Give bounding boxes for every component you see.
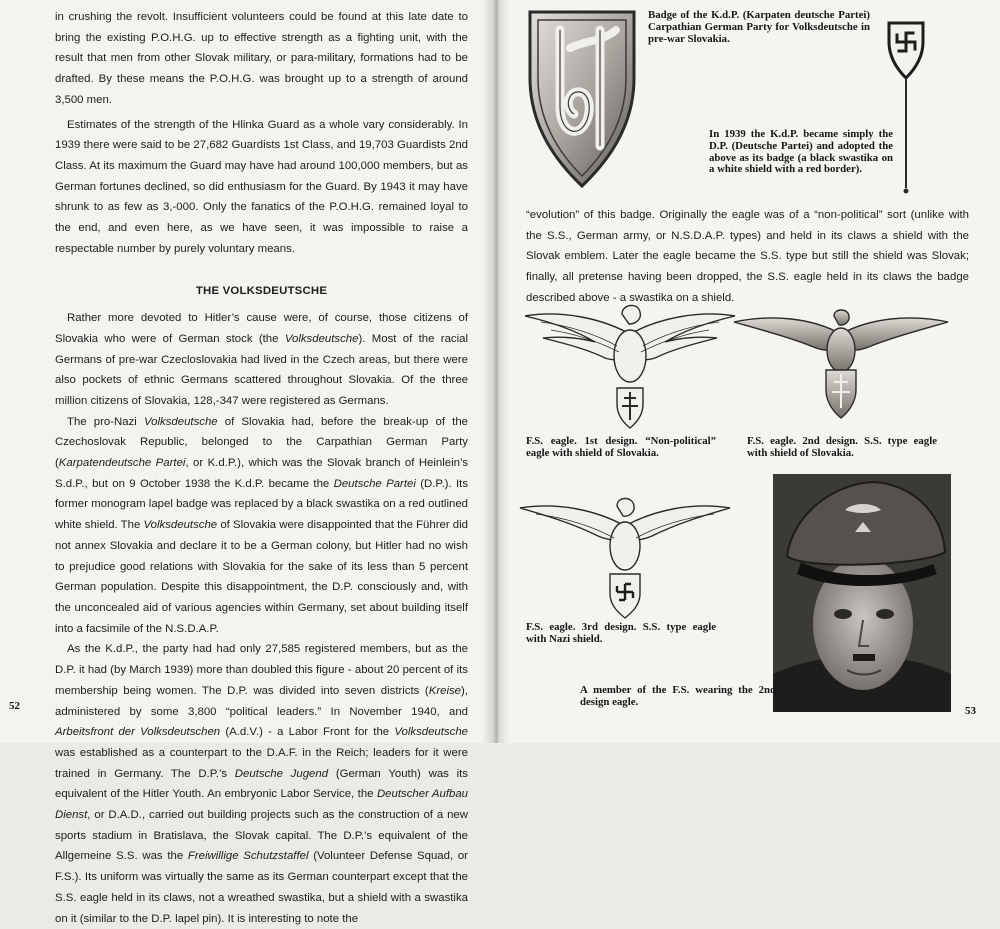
kdp-monogram-shield-icon <box>526 8 638 190</box>
right-page-text: “evolution” of this badge. Originally the eagle was of a “non-political” sort (unlike with the S.S., German army, or N.S.D.A.P. types) and held in its claws a shield with the Slovak emblem. Later the eagle became the S.S. type but still the shield was Slovak; finally, all pretense having been dropped, the S.S. eagle held in its claws the badge described above - a swastika on a shield. <box>526 209 969 304</box>
paragraph: Rather more devoted to Hitler’s cause were, of course, those citizens of Slovakia who were of German stock (the Volksdeutsche). Most of the racial Germans of pre-war Czecloslovakia had lived in the Czech areas, but there were also pockets of ethnic Germans scattered throughout Slovakia. Of the three million citizens of Slovakia, 128,-347 were registered as Germans. <box>55 312 468 407</box>
fs-eagle-1st-design-icon <box>521 296 739 430</box>
caption-member-photo: A member of the F.S. wearing the 2nd design eagle. <box>580 684 776 708</box>
paragraph: in crushing the revolt. Insufficient volunteers could be found at this late date to bring the existing P.O.H.G. up to effective strength as a fighting unit, with the result that men from other Slovak military, or para-military, formations had to be drafted. By these means the P.O.H.G. was brought up to a strength of around 3,500 men. <box>55 11 468 106</box>
caption-fs-eagle-3: F.S. eagle. 3rd design. S.S. type eagle with Nazi shield. <box>526 621 716 645</box>
fs-member-portrait-photo <box>773 474 951 712</box>
paragraph: As the K.d.P., the party had had only 27,585 registered members, but as the D.P. it had (by March 1939) more than doubled this figure - about 20 percent of its membership being women. The D.P. was divided into seven districts (Kreise), administered by some 3,800 “political leaders.” In November 1940, and Arbeitsfront der Volksdeutschen (A.d.V.) - a Labor Front for the Volksdeutsche was established as a counterpart to the D.A.F. in the Reich; leaders for it were trained in Germany. The D.P.’s Deutsche Jugend (German Youth) was its equivalent of the Hitler Youth. An embryonic Labor Service, the Deutscher Aufbau Dienst, or D.A.D., carried out building projects such as the construction of a new sports stadium in Bratislava, the Slovak capital. The D.P.’s equivalent of the Allgemeine S.S. was the Freiwillige Schutzstaffel (Volunteer Defense Squad, or F.S.). Its uniform was virtually the same as its German counterpart except that the S.S. eagle held in its claws, not a wreathed swastika, but a shield with a swastika on it (similar to the D.P. lapel pin). It is interesting to note the <box>55 643 469 925</box>
caption-kdp-badge: Badge of the K.d.P. (Karpaten deutsche Partei) Carpathian German Party for Volksdeutsche in pre-war Slovakia. <box>648 9 870 45</box>
paragraph: The pro-Nazi Volksdeutsche of Slovakia had, before the break-up of the Czechoslovak Republic, belonged to the Carpathian German Party (Karpatendeutsche Partei, or K.d.P.), which was the Slovak branch of Heinlein’s S.d.P., but on 9 October 1938 the K.d.P. became the Deutsche Partei (D.P.). Its former monogram lapel badge was replaced by a black swastika on a red outlined white shield. The Volksdeutsche of Slovakia were disappointed that the Führer did not annex Slovakia and declare it to be a German colony, but Hitler had no wish to prejudice good relations with Slovakia for the sake of its less than 5 percent German population. Despite this disappointment, the D.P. consciously and, with the unconcealed aid of various agencies within Germany, set about building itself into a facsimile of the N.S.D.A.P. <box>55 415 469 635</box>
caption-fs-eagle-1: F.S. eagle. 1st design. “Non-political” eagle with shield of Slovakia. <box>526 435 716 459</box>
caption-dp-badge: In 1939 the K.d.P. became simply the D.P. (Deutsche Partei) and adopted the above as its badge (a black swastika on a white shield with a red border). <box>709 128 893 176</box>
fs-eagle-3rd-design-icon <box>518 492 732 620</box>
left-page <box>0 0 494 925</box>
left-page-text <box>55 7 468 929</box>
page-number-left: 52 <box>9 700 20 712</box>
paragraph: Estimates of the strength of the Hlinka Guard as a whole vary considerably. In 1939 there were said to be 27,682 Guardists 1st Class, and 19,703 Guardists 2nd Class. At its maximum the Guard may have had around 100,000 members, but as German fortunes declined, so did enthusiasm for the Guard. By 1943 it may have shrunk to as few as 3,-000. Only the fanatics of the P.O.H.G. remained loyal to the end, and even here, as we have seen, it was impossible to raise a respectable number by purely voluntary means. <box>55 118 468 255</box>
caption-fs-eagle-2: F.S. eagle. 2nd design. S.S. type eagle with shield of Slovakia. <box>747 435 937 459</box>
right-page <box>496 0 1000 743</box>
section-heading: THE VOLKSDEUTSCHE <box>195 285 328 298</box>
fs-eagle-2nd-design-icon <box>732 304 950 424</box>
page-number-right: 53 <box>965 705 976 717</box>
